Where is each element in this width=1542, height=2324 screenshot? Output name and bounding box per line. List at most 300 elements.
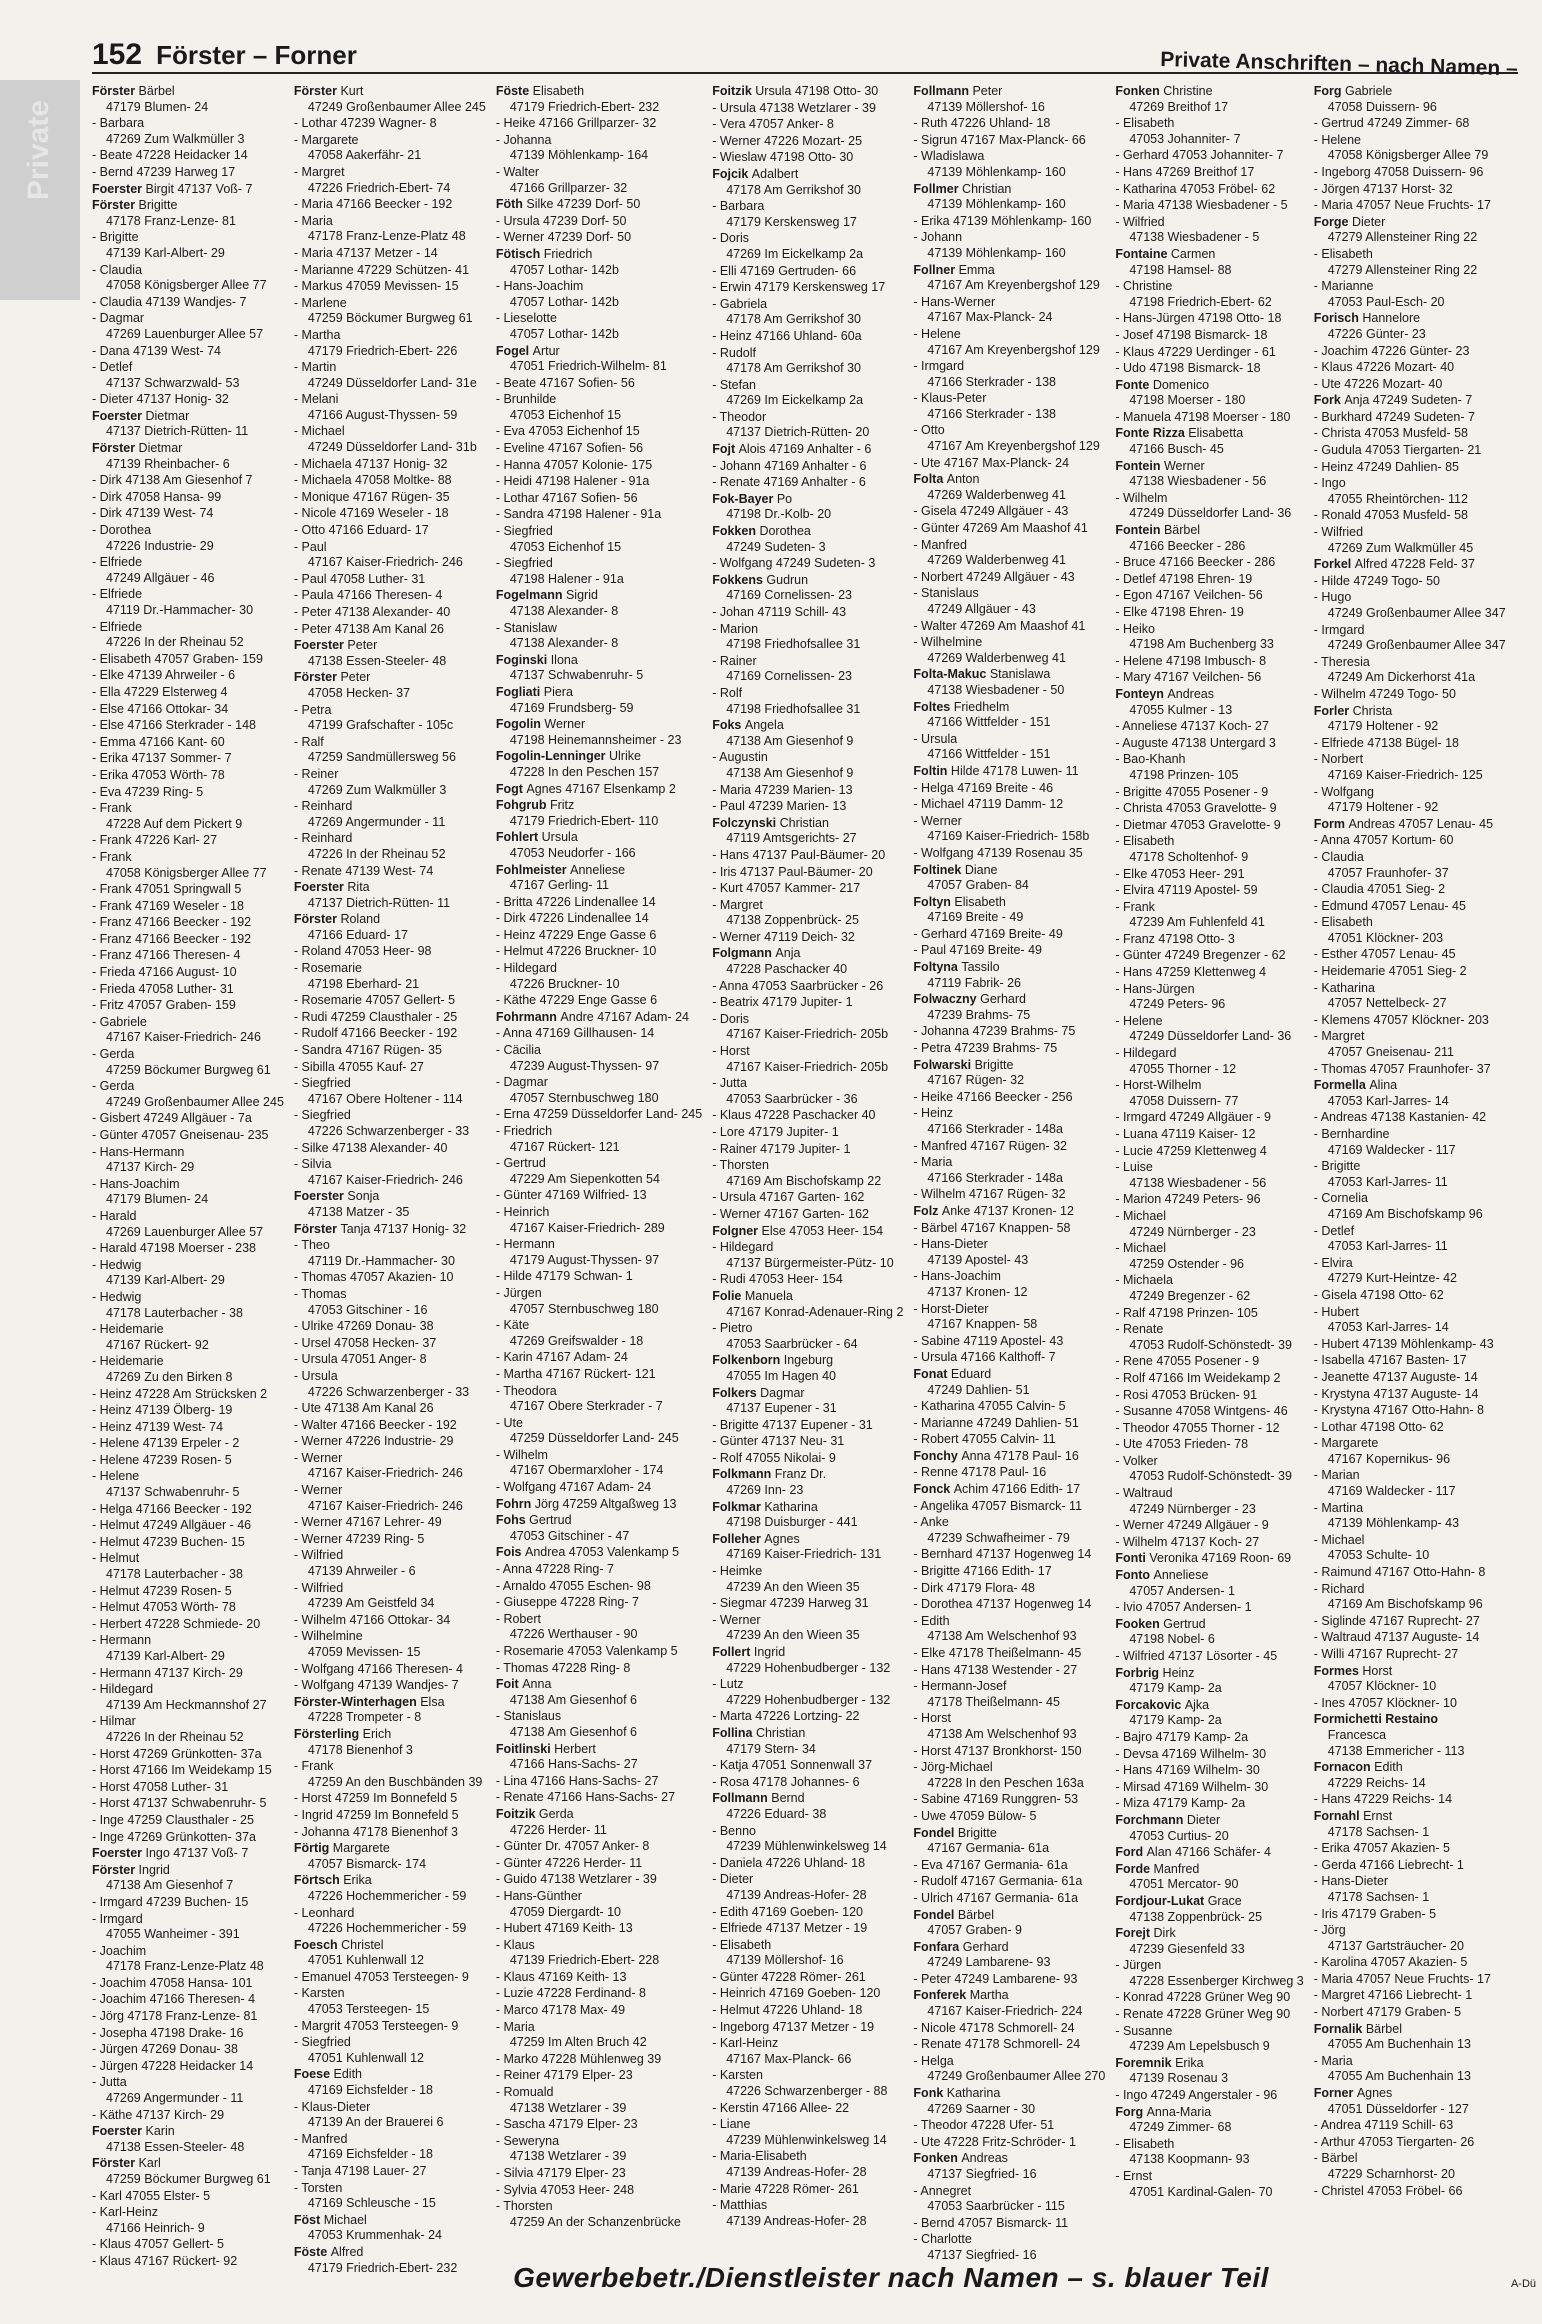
entry-heading bbox=[913, 1204, 1105, 1220]
address-line: 47167 Am Kreyenbergshof 129 bbox=[927, 342, 1100, 357]
address-line: 47198 Halener - 91a bbox=[509, 571, 624, 586]
address-line: 47138 Wetzlarer - 39 bbox=[509, 2100, 627, 2115]
entry-heading bbox=[294, 572, 486, 588]
list-item bbox=[1115, 1421, 1303, 1437]
given-name: - Luise bbox=[1115, 1160, 1153, 1175]
given-name: - Wilhelm 47166 Ottokar- 34 bbox=[293, 1612, 451, 1627]
entry-heading bbox=[712, 1938, 903, 1954]
entry-heading bbox=[294, 1451, 486, 1467]
list-item bbox=[294, 1678, 486, 1694]
entry-heading bbox=[294, 424, 486, 440]
entry-heading bbox=[913, 1334, 1105, 1350]
address-line: 47137 Kronen- 12 bbox=[927, 1284, 1028, 1299]
given-name: - Lutz bbox=[712, 1677, 744, 1692]
list-item bbox=[1314, 1062, 1506, 1078]
given-name: Anja 47249 Sudeten- 7 bbox=[1344, 393, 1473, 408]
given-name: Tassilo bbox=[961, 960, 1000, 975]
given-name: - Wolfgang 47139 Rosenau 35 bbox=[913, 845, 1083, 860]
given-name: Peter bbox=[340, 670, 371, 685]
list-item bbox=[712, 1044, 903, 1075]
given-name: - Helga 47166 Beecker - 192 bbox=[92, 1501, 252, 1516]
list-item bbox=[294, 2164, 486, 2180]
entry-heading bbox=[913, 1465, 1105, 1481]
entry-heading bbox=[913, 943, 1105, 959]
entry-heading bbox=[92, 1846, 284, 1862]
given-name: Piera bbox=[543, 684, 573, 699]
entry-heading bbox=[712, 199, 903, 215]
list-item bbox=[913, 2118, 1105, 2134]
given-name: - Renate 47169 Anhalter - 6 bbox=[712, 475, 866, 490]
given-name: Erika bbox=[343, 1873, 372, 1888]
entry-heading bbox=[496, 458, 702, 474]
address-line: 47139 Apostel- 43 bbox=[927, 1252, 1029, 1267]
surname: Fohrmann bbox=[495, 1009, 561, 1024]
address-line: 47249 Düsseldorfer Land- 36 bbox=[1129, 506, 1292, 521]
entry-heading bbox=[1115, 1144, 1303, 1160]
address-line: 47179 Blumen- 24 bbox=[106, 1192, 209, 1207]
side-index-label: Private bbox=[22, 100, 55, 201]
list-item bbox=[496, 2183, 702, 2199]
address-line: 47279 Allensteiner Ring 22 bbox=[1327, 230, 1478, 245]
entry-heading bbox=[1314, 1841, 1506, 1857]
list-item bbox=[1115, 1486, 1303, 1517]
address-line: 47137 Schwabenruhr- 5 bbox=[509, 668, 644, 683]
entry-heading bbox=[712, 1012, 903, 1028]
given-name: - Mary 47167 Veilchen- 56 bbox=[1115, 670, 1262, 685]
entry-heading bbox=[913, 472, 1105, 488]
list-item bbox=[496, 993, 702, 1009]
address-line: 47138 Alexander- 8 bbox=[509, 604, 619, 618]
given-name: - Helene bbox=[92, 1469, 140, 1484]
given-name: - Norbert 47249 Allgäuer - 43 bbox=[913, 569, 1075, 584]
address-line: 47167 Knappen- 58 bbox=[927, 1317, 1038, 1332]
entry-heading bbox=[92, 1111, 284, 1127]
given-name: - Joachim 47058 Hansa- 101 bbox=[92, 1975, 253, 1990]
surname: Förster bbox=[92, 1862, 139, 1877]
given-name: - Ivio 47057 Andersen- 1 bbox=[1115, 1600, 1252, 1615]
surname: Förster bbox=[293, 84, 341, 98]
list-item bbox=[1314, 393, 1506, 409]
list-item bbox=[1115, 1845, 1303, 1861]
address-line: 47137 Dietrich-Rütten- 11 bbox=[307, 895, 451, 910]
address-line: 47249 Allgäuer - 46 bbox=[106, 570, 215, 585]
given-name: - Rainer bbox=[712, 653, 757, 668]
directory-column bbox=[294, 84, 486, 2277]
surname: Förster bbox=[293, 1221, 341, 1236]
address-line: 47053 Paul-Esch- 20 bbox=[1327, 294, 1445, 309]
list-item bbox=[496, 2085, 702, 2116]
list-item bbox=[92, 1436, 284, 1452]
list-item bbox=[496, 1124, 702, 1155]
entry-heading bbox=[294, 735, 486, 751]
given-name: - Annegret bbox=[913, 2183, 972, 2198]
entry-heading bbox=[1115, 1371, 1303, 1387]
given-name: - Thorsten bbox=[712, 1158, 769, 1173]
given-name: - Walter bbox=[495, 164, 540, 179]
entry-heading bbox=[1115, 1568, 1303, 1584]
list-item bbox=[92, 1813, 284, 1829]
list-item bbox=[913, 1581, 1105, 1597]
given-name: Adalbert bbox=[751, 166, 799, 181]
given-name: - Klaus 47226 Mozart- 40 bbox=[1313, 360, 1455, 375]
list-item bbox=[294, 328, 486, 359]
entry-heading bbox=[92, 1403, 284, 1419]
list-item bbox=[1115, 410, 1303, 426]
entry-heading bbox=[913, 1237, 1105, 1253]
given-name: - Claudia 47139 Wandjes- 7 bbox=[92, 294, 247, 309]
address-line: 47167 Kaiser-Friedrich- 246 bbox=[307, 1172, 463, 1187]
entry-heading bbox=[496, 556, 702, 572]
address-line: 47059 Diergardt- 10 bbox=[509, 1904, 621, 1919]
address-line: 47138 Am Giesenhof 7 bbox=[106, 1878, 234, 1893]
entry-heading bbox=[712, 1240, 903, 1256]
given-name: - Wolfgang 47166 Theresen- 4 bbox=[293, 1661, 463, 1676]
list-item bbox=[1314, 623, 1506, 654]
directory-column bbox=[1115, 84, 1303, 2277]
entry-heading bbox=[1115, 834, 1303, 850]
entry-heading bbox=[712, 1353, 903, 1369]
address-line: 47198 Dr.-Kolb- 20 bbox=[726, 507, 832, 522]
list-item bbox=[1115, 1894, 1303, 1925]
given-name: - Jörgen 47137 Horst- 32 bbox=[1313, 181, 1453, 196]
address-line: 47226 Herder- 11 bbox=[509, 1822, 607, 1837]
list-item bbox=[712, 1500, 903, 1531]
list-item bbox=[712, 346, 903, 377]
given-name: - Edith bbox=[913, 1613, 950, 1628]
entry-heading bbox=[712, 865, 903, 881]
given-name: - Rudi 47259 Clausthaler - 25 bbox=[293, 1009, 458, 1024]
list-item bbox=[913, 1269, 1105, 1300]
list-item bbox=[1115, 1730, 1303, 1746]
entry-heading bbox=[1115, 1388, 1303, 1404]
list-item bbox=[913, 1090, 1105, 1106]
given-name: Werner bbox=[544, 717, 586, 732]
entry-heading bbox=[1115, 1192, 1303, 1208]
list-item bbox=[1314, 1387, 1506, 1403]
list-item bbox=[496, 1807, 702, 1838]
surname: Fondel bbox=[913, 1825, 958, 1840]
entry-heading bbox=[496, 1921, 702, 1937]
given-name: - Günter 47169 Wilfried- 13 bbox=[495, 1188, 647, 1203]
entry-heading bbox=[712, 898, 903, 914]
entry-heading bbox=[92, 1617, 284, 1633]
surname: Follner bbox=[913, 262, 959, 277]
entry-heading bbox=[712, 1289, 903, 1305]
address-line: 47057 Graben- 9 bbox=[927, 1923, 1022, 1938]
list-item bbox=[712, 2117, 903, 2148]
given-name: Alois 47169 Anhalter - 6 bbox=[738, 442, 872, 457]
entry-heading bbox=[712, 167, 903, 183]
list-item bbox=[1115, 1454, 1303, 1485]
entry-heading bbox=[294, 605, 486, 621]
list-item bbox=[913, 700, 1105, 731]
address-line: 47226 In der Rheinau 52 bbox=[106, 1729, 244, 1744]
list-item bbox=[92, 165, 284, 181]
list-item bbox=[913, 992, 1105, 1023]
entry-heading bbox=[1314, 1029, 1506, 1045]
list-item bbox=[1115, 215, 1303, 246]
given-name: - Rudolf bbox=[712, 345, 756, 360]
entry-heading bbox=[496, 1350, 702, 1366]
list-item bbox=[92, 1079, 284, 1110]
list-item bbox=[1314, 752, 1506, 783]
given-name: - Hans-Dieter bbox=[913, 1237, 988, 1252]
given-name: - Wolfgang 47167 Adam- 24 bbox=[495, 1480, 652, 1495]
list-item bbox=[92, 490, 284, 506]
given-name: - Josepha 47198 Drake- 16 bbox=[92, 2025, 244, 2040]
given-name: - Torsten bbox=[293, 2180, 343, 2195]
entry-heading bbox=[712, 2182, 903, 2198]
address-line: 47051 Mercator- 90 bbox=[1129, 1877, 1239, 1892]
given-name: - Dirk 47138 Am Giesenhof 7 bbox=[92, 473, 253, 488]
list-item bbox=[913, 1711, 1105, 1742]
surname: Fonken bbox=[1115, 84, 1164, 98]
given-name: - Paul 47239 Marien- 13 bbox=[712, 799, 847, 814]
given-name: - Dorothea 47137 Hogenweg 14 bbox=[913, 1597, 1092, 1612]
given-name: - Michaela bbox=[1115, 1273, 1173, 1288]
list-item bbox=[1115, 867, 1303, 883]
address-line: 47167 Germania- 61a bbox=[927, 1841, 1050, 1856]
given-name: - Ernst bbox=[1115, 2169, 1153, 2183]
list-item bbox=[92, 1502, 284, 1518]
entry-heading bbox=[92, 751, 284, 767]
entry-heading bbox=[1115, 361, 1303, 377]
given-name: - Friedrich bbox=[495, 1124, 553, 1138]
given-name: - Monique 47167 Rügen- 35 bbox=[293, 489, 450, 504]
given-name: - Dirk 47139 West- 74 bbox=[92, 506, 214, 521]
list-item bbox=[496, 749, 702, 780]
given-name: - Heimke bbox=[712, 1564, 763, 1579]
given-name: - Edmund 47057 Lenau- 45 bbox=[1313, 898, 1466, 913]
entry-heading bbox=[712, 2020, 903, 2036]
list-item bbox=[1314, 133, 1506, 164]
list-item bbox=[1314, 279, 1506, 310]
entry-heading bbox=[92, 652, 284, 668]
list-item bbox=[1115, 1600, 1303, 1616]
list-item bbox=[1314, 182, 1506, 198]
entry-heading bbox=[913, 456, 1105, 472]
list-item bbox=[712, 264, 903, 280]
entry-heading bbox=[496, 524, 702, 540]
list-item bbox=[1115, 2056, 1303, 2087]
given-name: - Renate bbox=[1115, 1322, 1164, 1337]
given-name: - Renate 47228 Grüner Weg 90 bbox=[1115, 2007, 1291, 2022]
entry-heading bbox=[92, 263, 284, 279]
given-name: - Johann bbox=[913, 230, 963, 245]
list-item bbox=[1115, 1046, 1303, 1077]
entry-heading bbox=[92, 2075, 284, 2091]
list-item bbox=[712, 1125, 903, 1141]
entry-heading bbox=[1314, 785, 1506, 801]
list-item bbox=[92, 2042, 284, 2058]
address-line: 47139 Möhlenkamp- 43 bbox=[1327, 1516, 1460, 1531]
list-item bbox=[1314, 410, 1506, 426]
given-name: - Reiner bbox=[293, 766, 339, 781]
entry-heading bbox=[1115, 2056, 1303, 2072]
given-name: - Joachim 47166 Theresen- 4 bbox=[92, 1992, 256, 2007]
list-item bbox=[1115, 588, 1303, 604]
entry-heading bbox=[92, 2205, 284, 2221]
given-name: - Heinz 47229 Enge Gasse 6 bbox=[495, 927, 657, 942]
address-line: 47167 Kaiser-Friedrich- 205b bbox=[726, 1027, 889, 1042]
given-name: - Hans-Jürgen 47198 Otto- 18 bbox=[1115, 311, 1282, 326]
given-name: Anna 47178 Paul- 16 bbox=[961, 1448, 1079, 1463]
list-item bbox=[294, 1629, 486, 1660]
list-item bbox=[913, 423, 1105, 454]
entry-heading bbox=[712, 2117, 903, 2133]
entry-heading bbox=[913, 895, 1105, 911]
surname: Formichetti Restaino bbox=[1313, 1712, 1439, 1727]
list-item bbox=[913, 1367, 1105, 1398]
address-line: 47249 Nürnberger - 23 bbox=[1129, 1501, 1256, 1516]
given-name: Gudrun bbox=[766, 572, 809, 587]
entry-heading bbox=[712, 1434, 903, 1450]
given-name: Gertrud bbox=[529, 1513, 572, 1528]
given-name: - Michaela 47137 Honig- 32 bbox=[293, 456, 448, 471]
entry-heading bbox=[913, 1891, 1105, 1907]
given-name: - Hedwig bbox=[92, 1289, 142, 1304]
list-item bbox=[1314, 981, 1506, 1012]
given-name: - Brigitte 47137 Eupener - 31 bbox=[712, 1417, 873, 1432]
entry-heading bbox=[294, 1938, 486, 1954]
entry-heading bbox=[712, 492, 903, 508]
given-name: - Ursel 47058 Hecken- 37 bbox=[293, 1335, 437, 1350]
given-name: - Theresia bbox=[1313, 654, 1370, 669]
given-name: - Siegfried bbox=[293, 2035, 351, 2050]
list-item bbox=[92, 2124, 284, 2155]
entry-heading bbox=[712, 1758, 903, 1774]
list-item bbox=[92, 1682, 284, 1713]
entry-heading bbox=[92, 2189, 284, 2205]
given-name: - Horst 47259 Im Bonnefeld 5 bbox=[293, 1791, 458, 1806]
surname: Folkers bbox=[712, 1385, 761, 1400]
address-line: 47137 Bürgermeister-Pütz- 10 bbox=[726, 1255, 894, 1270]
given-name: - Erika 47057 Akazien- 5 bbox=[1313, 1841, 1450, 1856]
given-name: - Käthe 47229 Enge Gasse 6 bbox=[495, 993, 658, 1008]
list-item bbox=[496, 1774, 702, 1790]
given-name: - Bajro 47179 Kamp- 2a bbox=[1115, 1729, 1249, 1744]
list-item bbox=[496, 1677, 702, 1708]
given-name: - Hans-Joachim bbox=[92, 1176, 180, 1191]
list-item bbox=[1115, 555, 1303, 571]
address-line: 47239 An den Wieen 35 bbox=[726, 1579, 860, 1594]
address-line: 47139 Friedrich-Ebert- 228 bbox=[509, 1953, 660, 1968]
entry-heading bbox=[496, 1677, 702, 1693]
list-item bbox=[294, 1515, 486, 1531]
entry-heading bbox=[1314, 279, 1506, 295]
address-line: 47259 An den Buschbänden 39 bbox=[307, 1774, 483, 1789]
given-name: - Ursula 47166 Kalthoff- 7 bbox=[913, 1350, 1056, 1365]
address-line: 47055 Am Buchenhain 13 bbox=[1327, 2069, 1471, 2084]
list-item bbox=[294, 214, 486, 245]
entry-heading bbox=[1115, 345, 1303, 361]
list-item bbox=[712, 1986, 903, 2002]
list-item bbox=[913, 1334, 1105, 1350]
list-item bbox=[1115, 165, 1303, 181]
list-item bbox=[92, 2189, 284, 2205]
list-item bbox=[294, 1418, 486, 1434]
list-item bbox=[1314, 704, 1506, 735]
list-item bbox=[1115, 2105, 1303, 2136]
list-item bbox=[496, 1188, 702, 1204]
given-name: - Luzie 47228 Ferdinand- 8 bbox=[495, 1986, 646, 2001]
list-item bbox=[496, 441, 702, 457]
given-name: - Britta 47226 Lindenallee 14 bbox=[495, 894, 656, 909]
given-name: Christian bbox=[779, 815, 829, 830]
address-line: 47249 Peters- 96 bbox=[1129, 997, 1226, 1012]
address-line: 47166 Sterkrader - 138 bbox=[927, 406, 1056, 421]
address-line: 47053 Karl-Jarres- 14 bbox=[1327, 1093, 1449, 1108]
given-name: - Sabine 47169 Runggren- 53 bbox=[913, 1792, 1079, 1807]
list-item bbox=[913, 1399, 1105, 1415]
list-item bbox=[913, 895, 1105, 926]
given-name: - Detlef bbox=[1313, 1223, 1355, 1238]
given-name: - Ralf 47198 Prinzen- 105 bbox=[1115, 1305, 1258, 1320]
entry-heading bbox=[913, 1024, 1105, 1040]
list-item bbox=[712, 2101, 903, 2117]
entry-heading bbox=[496, 1188, 702, 1204]
list-item bbox=[294, 2035, 486, 2066]
entry-heading bbox=[294, 540, 486, 556]
entry-heading bbox=[1314, 947, 1506, 963]
given-name: - Volker bbox=[1115, 1453, 1158, 1468]
list-item bbox=[913, 1908, 1105, 1939]
list-item bbox=[1115, 182, 1303, 198]
given-name: - Joachim 47226 Günter- 23 bbox=[1313, 343, 1470, 358]
list-item bbox=[712, 329, 903, 345]
address-line: 47138 Am Giesenhof 6 bbox=[509, 1692, 637, 1707]
address-line: 47169 Cornelissen- 23 bbox=[726, 669, 852, 684]
given-name: - Erika 47137 Sommer- 7 bbox=[92, 751, 232, 766]
address-line: 47139 Andreas-Hofer- 28 bbox=[726, 1887, 867, 1902]
given-name: - Rosa 47178 Johannes- 6 bbox=[712, 1774, 860, 1789]
address-line: 47179 Holtener - 92 bbox=[1327, 800, 1439, 815]
given-name: - Erwin 47179 Kerskensweg 17 bbox=[712, 280, 886, 295]
list-item bbox=[1314, 215, 1506, 246]
surname: Foitlinski bbox=[495, 1741, 555, 1756]
given-name: - Ursula 47138 Wetzlarer - 39 bbox=[712, 100, 876, 115]
entry-heading bbox=[496, 507, 702, 523]
given-name: Brigitte bbox=[957, 1825, 997, 1840]
given-name: - Bernd 47057 Bismarck- 11 bbox=[913, 2215, 1069, 2230]
given-name: - Frank bbox=[92, 801, 132, 816]
list-item bbox=[294, 912, 486, 943]
entry-heading bbox=[294, 2100, 486, 2116]
list-item bbox=[496, 1384, 702, 1415]
address-line: 47249 Großenbaumer Allee 347 bbox=[1327, 606, 1506, 620]
list-item bbox=[1115, 785, 1303, 801]
entry-heading bbox=[294, 214, 486, 230]
entry-heading bbox=[1115, 2105, 1303, 2121]
address-line: 47057 Nettelbeck- 27 bbox=[1327, 996, 1447, 1011]
given-name: Brigitte bbox=[138, 198, 178, 213]
entry-heading bbox=[496, 830, 702, 846]
given-name: - Theodor 47055 Thorner - 12 bbox=[1115, 1420, 1280, 1435]
list-item bbox=[92, 1047, 284, 1078]
list-item bbox=[496, 84, 702, 115]
directory-column bbox=[496, 84, 702, 2277]
list-item bbox=[294, 1970, 486, 1986]
given-name: - Petra bbox=[293, 702, 332, 717]
list-item bbox=[92, 932, 284, 948]
list-item bbox=[1314, 1955, 1506, 1971]
given-name: - Robert 47055 Calvin- 11 bbox=[913, 1432, 1056, 1447]
list-item bbox=[1314, 1029, 1506, 1060]
list-item bbox=[496, 165, 702, 196]
address-line: 47259 Böckumer Burgweg 61 bbox=[106, 1062, 271, 1077]
entry-heading bbox=[913, 2037, 1105, 2053]
surname: Fokken bbox=[712, 524, 760, 539]
